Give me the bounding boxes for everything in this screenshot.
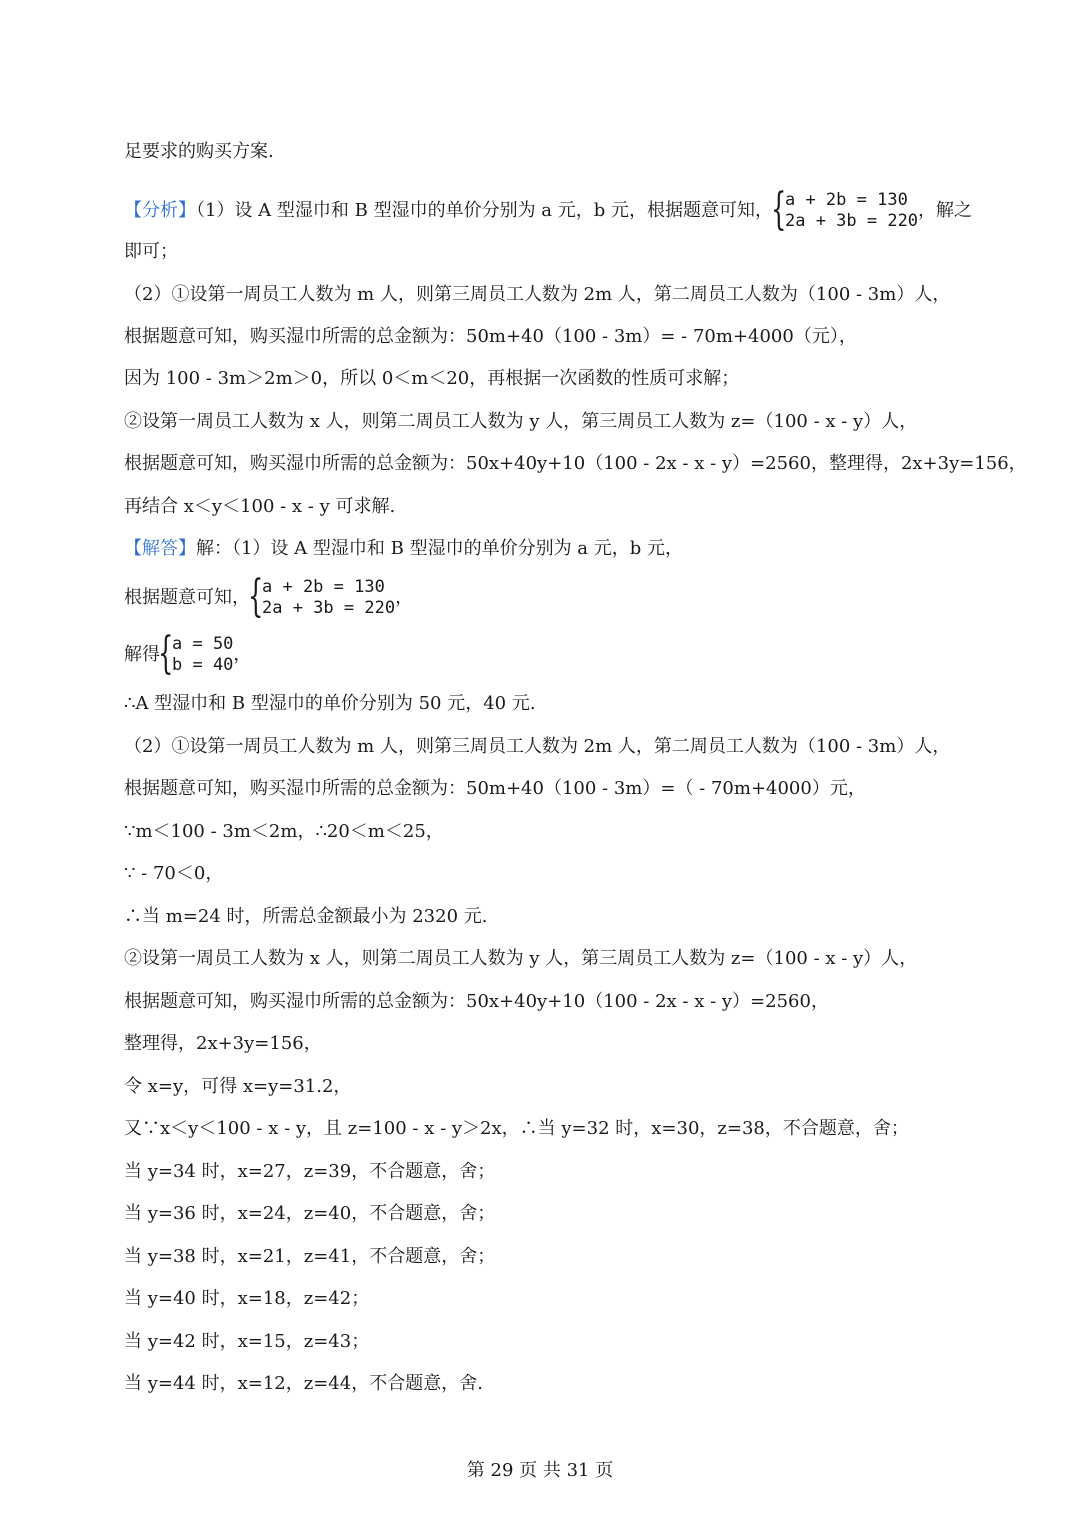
equation-system	[250, 577, 395, 619]
text-line: 当 y=34 时，x=27，z=39，不合题意，舍；	[124, 1161, 496, 1182]
text-line: 根据题意可知，购买湿巾所需的总金额为：50m+40（100 - 3m）= - 70m+4000（元），	[124, 326, 857, 347]
solution-line	[124, 537, 683, 561]
solution-system-line	[124, 577, 413, 619]
text-line: 当 y=38 时，x=21，z=41，不合题意，舍；	[124, 1246, 496, 1267]
equation: { a + 2b = 130	[262, 577, 385, 597]
text-line: 当 y=40 时，x=18，z=42；	[124, 1288, 370, 1309]
text-line: 当 y=36 时，x=24，z=40，不合题意，舍；	[124, 1203, 496, 1224]
text-line: 又∵x＜y＜100 - x - y，且 z=100 - x - y＞2x，∴当 y=32 时，x=30，z=38，不合题意，舍；	[124, 1118, 909, 1139]
page-footer: 第 29 页 共 31 页	[466, 1460, 614, 1481]
equation: { a = 50	[172, 634, 234, 654]
analysis-after: ，解之	[918, 200, 973, 221]
text-line: 整理得，2x+3y=156，	[124, 1033, 322, 1054]
text-line: 再结合 x＜y＜100 - x - y 可求解.	[124, 496, 396, 517]
text-line: 足要求的购买方案.	[124, 141, 274, 162]
text-line: （2）①设第一周员工人数为 m 人，则第三周员工人数为 2m 人，第二周员工人数为（100 - 3m）人，	[124, 736, 951, 757]
text-line: ②设第一周员工人数为 x 人，则第二周员工人数为 y 人，第三周员工人数为 z=（100 - x - y）人，	[124, 948, 918, 969]
text-line: 当 y=44 时，x=12，z=44，不合题意，舍.	[124, 1373, 483, 1394]
text-line: 根据题意可知，购买湿巾所需的总金额为：50x+40y+10（100 - 2x - x - y）=2560，整理得，2x+3y=156，	[124, 453, 1027, 474]
system-suffix: ，	[395, 587, 414, 608]
text-line: ∴当 m=24 时，所需总金额最小为 2320 元.	[124, 906, 488, 927]
analysis-line	[124, 190, 972, 232]
equation: 2a + 3b = 220	[262, 598, 396, 618]
equation: 2a + 3b = 220	[784, 211, 919, 231]
text-line: 当 y=42 时，x=15，z=43；	[124, 1331, 370, 1352]
solution-text: 解：（1）设 A 型湿巾和 B 型湿巾的单价分别为 a 元，b 元，	[196, 538, 683, 559]
text-line: 因为 100 - 3m＞2m＞0，所以 0＜m＜20，再根据一次函数的性质可求解；	[124, 368, 740, 389]
text-line: （2）①设第一周员工人数为 m 人，则第三周员工人数为 2m 人，第二周员工人数为（100 - 3m）人，	[124, 284, 951, 305]
equation: { a + 2b = 130	[784, 190, 908, 210]
text-line: ∵ - 70＜0，	[124, 863, 224, 884]
text-line: 令 x=y，可得 x=y=31.2，	[124, 1076, 352, 1097]
text-line: ∴A 型湿巾和 B 型湿巾的单价分别为 50 元，40 元.	[124, 693, 536, 714]
text-line: 即可；	[124, 241, 178, 262]
solution-result-line	[124, 634, 251, 676]
text-line: ∵m＜100 - 3m＜2m，∴20＜m＜25，	[124, 821, 444, 842]
text-line: 根据题意可知，购买湿巾所需的总金额为：50x+40y+10（100 - 2x - x - y）=2560，	[124, 991, 829, 1012]
system-prefix: 根据题意可知，	[124, 587, 250, 608]
result-prefix: 解得	[124, 644, 160, 665]
result-suffix: ，	[233, 644, 252, 665]
equation: b = 40	[172, 655, 234, 675]
text-line: 根据题意可知，购买湿巾所需的总金额为：50m+40（100 - 3m）=（ - 70m+4000）元，	[124, 778, 866, 799]
solution-tag: 【解答】	[124, 538, 196, 559]
equation-system	[773, 190, 918, 232]
result-system	[160, 634, 233, 676]
analysis-tag: 【分析】	[124, 200, 196, 221]
analysis-text: （1）设 A 型湿巾和 B 型湿巾的单价分别为 a 元，b 元，根据题意可知，	[196, 200, 773, 221]
text-line: ②设第一周员工人数为 x 人，则第二周员工人数为 y 人，第三周员工人数为 z=（100 - x - y）人，	[124, 411, 918, 432]
